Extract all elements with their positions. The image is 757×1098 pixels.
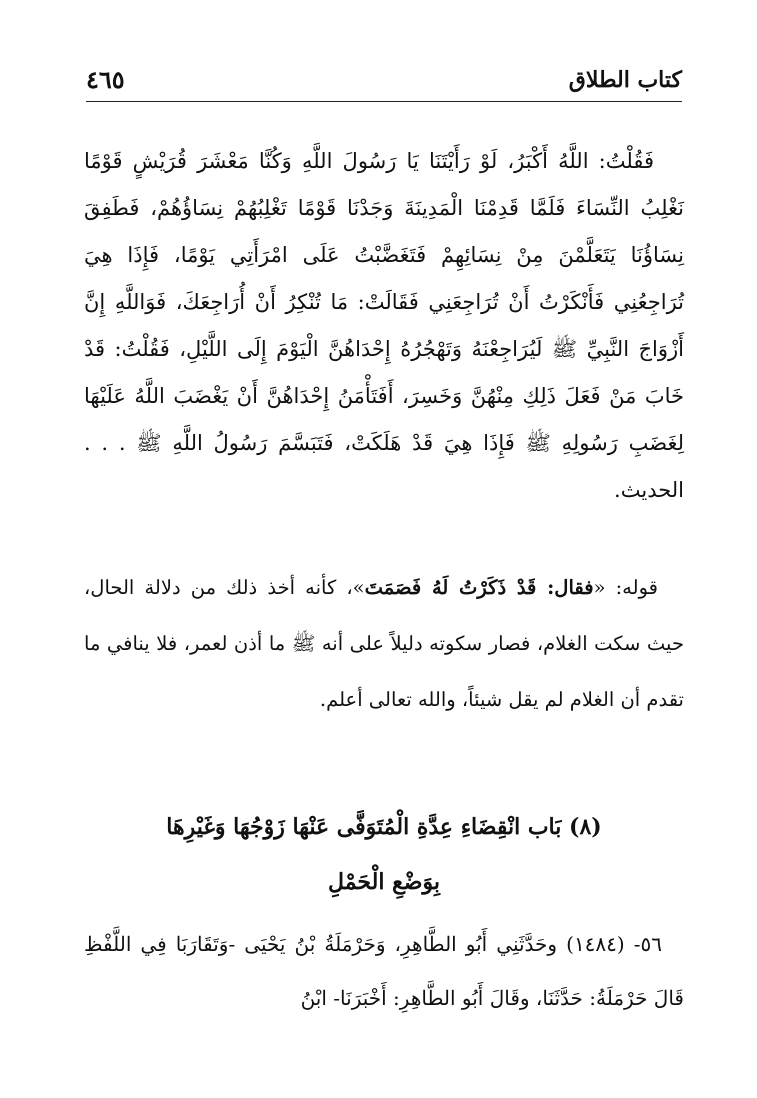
isnad-paragraph: ٥٦- (١٤٨٤) وحَدَّثَنِي أَبُو الطَّاهِرِ، وَحَرْمَلَةُ بْنُ يَحْيَى -وَتَقَارَبَا فِي اللَّفْظِ قَالَ حَرْمَلَةُ: حَدَّثَنَا، وقَالَ أَبُو الطَّاهِرِ: أَخْبَرَنَا- ابْنُ bbox=[84, 932, 684, 1010]
commentary-paragraph bbox=[84, 560, 684, 728]
running-title: كتاب الطلاق bbox=[568, 67, 682, 93]
chapter-heading bbox=[84, 800, 684, 910]
commentary-rest: »، كأنه أخذ ذلك من دلالة الحال، حيث سكت الغلام، فصار سكوته دليلاً على أنه ﷺ ما أذن لعمر، فلا ينافي ما تقدم أن الغلام لم يقل شيئاً، والله تعالى أعلم. bbox=[84, 576, 684, 711]
page-header bbox=[86, 58, 682, 98]
commentary-quote: فقال: قَدْ ذَكَرْتُ لَهُ فَصَمَتَ bbox=[364, 576, 594, 599]
commentary-prefix: قوله: « bbox=[593, 576, 658, 599]
isnad-block bbox=[84, 917, 684, 1025]
hadith-text-block bbox=[84, 138, 684, 514]
hadith-paragraph: فَقُلْتُ: اللَّهُ أَكْبَرُ، لَوْ رَأَيْتَنَا يَا رَسُولَ اللَّهِ وَكُنَّا مَعْشَرَ قُرَيْشٍ قَوْمًا نَغْلِبُ النِّسَاءَ فَلَمَّا قَدِمْنَا الْمَدِينَةَ وَجَدْنَا قَوْمًا تَغْلِبُهُمْ نِسَاؤُهُمْ، فَطَفِقَ نِسَاؤُنَا يَتَعَلَّمْنَ مِنْ نِسَائِهِمْ فَتَغَضَّبْتُ عَلَى امْرَأَتِي يَوْمًا، فَإِذَا هِيَ تُرَاجِعُنِي فَأَنْكَرْتُ أَنْ تُرَاجِعَنِي فَقَالَتْ: مَا تُنْكِرُ أَنْ أُرَاجِعَكَ، فَوَاللَّهِ إِنَّ أَزْوَاجَ النَّبِيِّ ﷺ لَيُرَاجِعْنَهُ وَتَهْجُرُهُ إِحْدَاهُنَّ الْيَوْمَ إِلَى اللَّيْلِ، فَقُلْتُ: قَدْ خَابَ مَنْ فَعَلَ ذَلِكِ مِنْهُنَّ وَخَسِرَ، أَفَتَأْمَنُ إِحْدَاهُنَّ أَنْ يَغْضَبَ اللَّهُ عَلَيْهَا لِغَضَبِ رَسُولِهِ ﷺ فَإِذَا هِيَ قَدْ هَلَكَتْ، فَتَبَسَّمَ رَسُولُ اللَّهِ ﷺ . . . الحديث. bbox=[84, 149, 684, 502]
commentary-block bbox=[84, 560, 684, 728]
chapter-heading-line-2: بِوَضْعِ الْحَمْلِ bbox=[328, 869, 440, 895]
header-rule bbox=[86, 101, 682, 102]
page-number: ٤٦٥ bbox=[86, 65, 125, 94]
chapter-heading-line-1: (٨) بَاب انْقِضَاءِ عِدَّةِ الْمُتَوَفَّى عَنْهَا زَوْجُهَا وَغَيْرِهَا bbox=[166, 814, 602, 840]
